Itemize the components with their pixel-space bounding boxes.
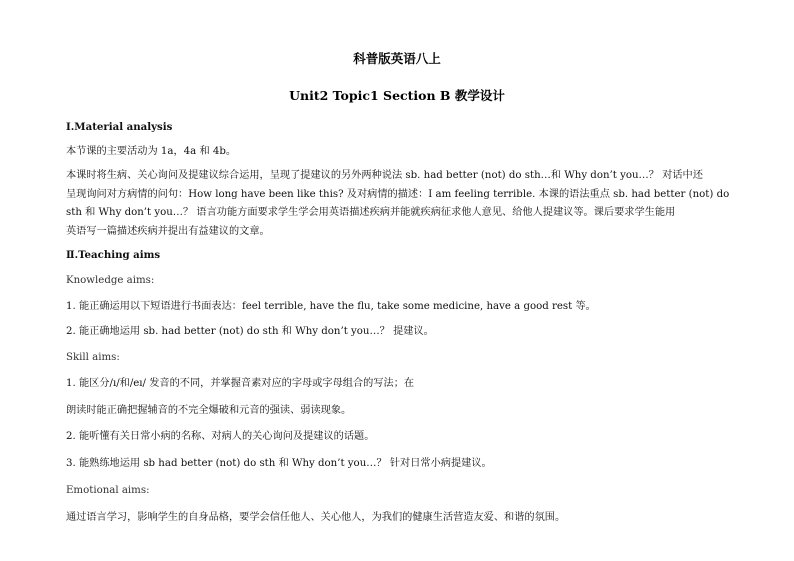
material-paragraph-1: 本节课的主要活动为 1a，4a 和 4b。 — [66, 146, 237, 157]
knowledge-aim-1: 1. 能正确运用以下短语进行书面表达：feel terrible, have the flu, take some medicine, have a good rest 等。 — [66, 301, 596, 312]
document-title: 科普版英语八上 — [353, 51, 441, 66]
paragraph-line: 英语写一篇描述疾病并提出有益建议的文章。 — [66, 225, 270, 237]
skill-aim-1: 1. 能区分/ı/和/eı/ 发音的不同，并掌握音素对应的字母或字母组合的写法；在 — [66, 378, 415, 389]
emotional-aims-label: Emotional aims: — [66, 485, 150, 496]
skill-aim-2: 2. 能听懂有关日常小病的名称、对病人的关心询问及提建议的话题。 — [66, 431, 375, 442]
skill-aims-label: Skill aims: — [66, 352, 120, 363]
document-subtitle: Unit2 Topic1 Section B 教学设计 — [289, 88, 505, 103]
material-paragraph-2 — [66, 167, 730, 241]
knowledge-aim-2: 2. 能正确地运用 sb. had better (not) do sth 和 Why don’t you…？ 提建议。 — [66, 326, 434, 337]
skill-aim-1-continued: 朗读时能正确把握辅音的不完全爆破和元音的强读、弱读现象。 — [66, 405, 352, 416]
paragraph-line: 呈现询问对方病情的问句：How long have been like this? 及对病情的描述：I am feeling terrible. 本课的语法重点 sb. had better (not) do — [66, 188, 730, 200]
emotional-aim-1: 通过语言学习，影响学生的自身品格，要学会信任他人、关心他人，为我们的健康生活营造友爱、和谐的氛围。 — [66, 512, 566, 523]
section-heading-teaching-aims: Ⅱ.Teaching aims — [66, 249, 161, 261]
knowledge-aims-label: Knowledge aims: — [66, 275, 155, 286]
paragraph-line: 本课时将生病、关心询问及提建议综合运用，呈现了提建议的另外两种说法 sb. had better (not) do sth…和 Why don’t you…？ 对话中还 — [66, 170, 703, 181]
paragraph-line: sth 和 Why don’t you…？ 语言功能方面要求学生学会用英语描述疾病并能就疾病征求他人意见、给他人提建议等。课后要求学生能用 — [66, 207, 676, 218]
skill-aim-3: 3. 能熟练地运用 sb had better (not) do sth 和 Why don’t you…？ 针对日常小病提建议。 — [66, 458, 492, 469]
section-heading-material-analysis: Ⅰ.Material analysis — [66, 121, 173, 133]
